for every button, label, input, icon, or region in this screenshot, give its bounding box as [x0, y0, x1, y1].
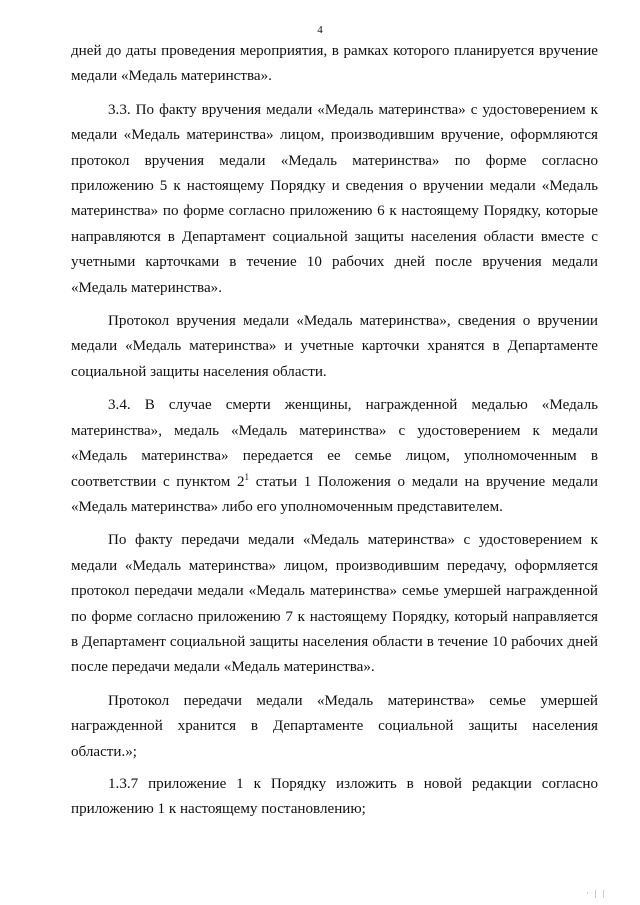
paragraph-continuation: дней до даты проведения мероприятия, в рамках которого планируется вручение медали «Медаль материнства». [71, 43, 598, 85]
corner-mark: · | | [586, 889, 606, 898]
paragraph-3-4-text-end: статьи 1 Положения о медали на вручение медали «Медаль материнства» либо его уполномоченным представителем. [71, 473, 598, 515]
page-number: 4 [317, 24, 323, 36]
paragraph-3-4-text-start: 3.4. В случае смерти женщины, награжденной медалью «Медаль материнства», медаль «Медаль материнства» с удостоверением к медали «Медаль материнства» передается ее семье лицом, уполномоченным в соответствии с пунктом 2 [71, 397, 598, 490]
paragraph-1-3-7: 1.3.7 приложение 1 к Порядку изложить в новой редакции согласно приложению 1 к настоящему постановлению; [71, 775, 598, 818]
document-body [71, 39, 598, 823]
paragraph-3-3: 3.3. По факту вручения медали «Медаль материнства» с удостоверением к медали «Медаль материнства» лицом, производившим вручение, оформляются протокол вручения медали «Медаль материнства» по форме согласно приложению 5 к настоящему Порядку и сведения о вручении медали «Медаль материнства» по форме согласно приложению 6 к настоящему Порядку, которые направляются в Департамент социальной защиты населения области вместе с учетными карточками в течение 10 рабочих дней после вручения медали «Медаль материнства». [71, 101, 598, 296]
paragraph-3-4 [71, 393, 598, 520]
paragraph-transfer: По факту передачи медали «Медаль материнства» с удостоверением к медали «Медаль материнства» лицом, производившим передачу, оформляется протокол передачи медали «Медаль материнства» семье умершей награжденной по форме согласно приложению 7 к настоящему Порядку, который направляется в Департамент социальной защиты населения области в течение 10 рабочих дней после передачи медали «Медаль материнства». [71, 532, 598, 676]
paragraph-transfer-storage: Протокол передачи медали «Медаль материнства» семье умершей награжденной хранится в Департаменте социальной защиты населения области.»; [71, 692, 598, 760]
superscript-index: 1 [244, 471, 250, 482]
paragraph-protocol-storage: Протокол вручения медали «Медаль материнства», сведения о вручении медали «Медаль материнства» и учетные карточки хранятся в Департаменте социальной защиты населения области. [71, 313, 598, 380]
